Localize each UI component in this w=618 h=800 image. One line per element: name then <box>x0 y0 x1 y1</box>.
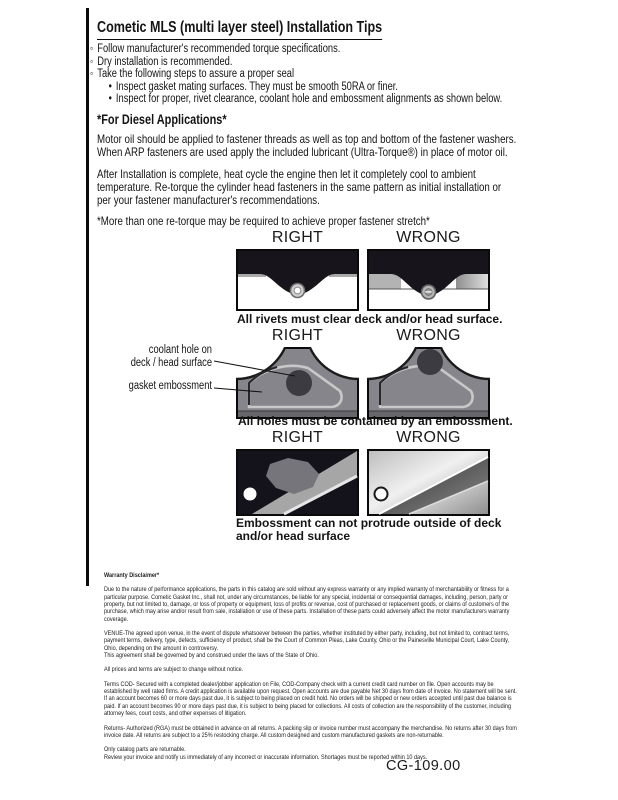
rivet-caption: All rivets must clear deck and/or head surface. <box>237 312 503 326</box>
wrong-label: WRONG <box>396 327 461 344</box>
legal-paragraph: Terms COD- Secured with a completed dealer/jobber application on File, COD-Company check with a current credit card number on file. Open accounts may be established by well rated firms. A credit application is available upon request. Open accounts are due payable Net 30 days from date of invoice. No statement will be sent. If an account becomes 60 or more days past due, it is subject to being placed on credit hold. No orders will be shipped or new orders accepted until past due balance is paid. If an account becomes 90 or more days past due, it is subject to being placed for collections. All costs of collection are the responsibility of the customer, including attorney fees, court costs, and other expenses of litigation. <box>104 680 517 718</box>
hole-wrong-panel <box>367 347 490 419</box>
diagram-set-embossment <box>236 429 490 516</box>
legal-paragraph: Returns- Authorized (RGA) must be obtained in advance on all returns. A packing slip or invoice number must accompany the merchandise. No returns after 30 days from invoice date. All returns are subject to a 25% restocking charge. All custom designed and custom manufactured gaskets are non-returnable. <box>104 724 517 739</box>
bullet-text: Inspect for proper, rivet clearance, coolant hole and embossment alignments as shown below. <box>115 93 503 106</box>
wrong-label: WRONG <box>396 429 461 446</box>
sub-list-item <box>109 81 609 94</box>
page-title-wrap <box>97 19 449 40</box>
wrong-label: WRONG <box>396 229 461 246</box>
open-bullet-icon: ◦ <box>90 68 94 81</box>
diesel-section <box>97 113 611 237</box>
bullet-text: Take the following steps to assure a proper seal <box>97 68 295 81</box>
rivet-center <box>294 287 301 294</box>
diagram-panels <box>236 249 490 311</box>
deck-surface-left <box>369 273 401 289</box>
bullet-text: Follow manufacturer's recommended torque specifications. <box>97 43 341 55</box>
right-label: RIGHT <box>271 229 324 246</box>
open-bullet-icon: ◦ <box>90 43 94 55</box>
list-item <box>90 68 608 81</box>
list-item <box>90 43 608 56</box>
diagram-set-rivets <box>236 229 490 311</box>
holes-caption: All holes must be contained by an embossment. <box>238 414 513 428</box>
embossment-caption-line2: and/or head surface <box>236 529 351 543</box>
right-label: RIGHT <box>271 327 324 344</box>
diagram-labels <box>236 229 490 247</box>
embossment-right-panel <box>236 449 359 516</box>
legal-paragraph: All prices and terms are subject to change without notice. <box>104 666 244 674</box>
warranty-disclaimer-heading: Warranty Disclaimer* <box>104 572 160 579</box>
embossment-wrong-panel <box>367 449 490 516</box>
bullet-list <box>90 43 608 106</box>
bolt-hole <box>244 488 257 501</box>
annotation-line2: deck / head surface <box>130 356 212 369</box>
legal-paragraph: Due to the nature of performance applications, the parts in this catalog are sold without any express warranty or any implied warranty of merchantability or fitness for a particular purpose. Cometic Gasket Inc., shall not, under any circumstances, be liable for any special, incidental or consequential damages, including, person, party or property, but not limited to, damage, or loss of property or equipment, loss of profits or revenue, cost of purchased or replacement goods, or claims of customers of the purchase, which may arise and/or result from sale, installation or use of these parts. Installation of these parts could adversely affect the motor manufacturers warranty coverage. <box>104 586 510 623</box>
embossment-caption-line1: Embossment can not protrude outside of deck <box>236 516 502 530</box>
diagram-labels <box>236 429 490 447</box>
bolt-hole <box>375 488 388 501</box>
legal-paragraph: Only catalog parts are returnable. <box>104 746 186 754</box>
left-margin-rule <box>86 8 89 586</box>
legal-paragraph: VENUE-The agreed upon venue, in the event of dispute whatsoever between the parties, whether instituted by either party, including, but not limited to, contract terms, payment terms, delivery, type, defects, sufficiency of product, shall be the Court of Common Pleas, Lake County, Ohio or the Painesville Municipal Court, Lake County, Ohio, depending on the amount in controversy. <box>104 630 510 652</box>
bullet-text: Inspect gasket mating surfaces. They must be smooth 50RA or finer. <box>115 80 398 93</box>
page-code: CG-109.00 <box>386 758 461 774</box>
rivet-highlight <box>425 291 431 293</box>
rivet-wrong-panel <box>367 249 490 311</box>
diagram-panels <box>236 449 490 516</box>
legal-section <box>104 572 618 768</box>
page-title: Cometic MLS (multi layer steel) Installation Tips <box>97 19 382 40</box>
annotation-line1: coolant hole on <box>148 344 212 356</box>
legal-paragraph: This agreement shall be governed by and construed under the laws of the State of Ohio. <box>104 652 319 660</box>
diesel-heading: *For Diesel Applications* <box>97 112 227 127</box>
bullet-text: Dry installation is recommended. <box>97 55 233 68</box>
list-item <box>90 56 608 69</box>
right-label: RIGHT <box>271 429 324 446</box>
legal-paragraph: Review your invoice and notify us immediately of any incorrect or inaccurate information. Shortages must be reported within 10 days. <box>104 753 428 761</box>
deck-surface-right <box>456 273 488 289</box>
diesel-paragraph-1: Motor oil should be applied to fastener threads as well as top and bottom of the fastener washers. When ARP fasteners are used apply the included lubricant (Ultra-Torque®) in place of motor oil. <box>97 132 517 160</box>
coolant-hole <box>417 349 443 375</box>
open-bullet-icon: ◦ <box>90 55 94 68</box>
sub-list-item <box>109 93 609 106</box>
annotation-text: gasket embossment <box>128 380 212 392</box>
rivet-right-panel <box>236 249 359 311</box>
annotation-leader-lines <box>90 340 310 410</box>
filled-bullet-icon: • <box>108 80 112 93</box>
filled-bullet-icon: • <box>108 93 112 106</box>
diesel-paragraph-2: After Installation is complete, heat cycle the engine then let it completely cool to ambient temperature. Re-torque the cylinder head fasteners in the same pattern as initial installation or per your fastener manufacturer's recommendations. <box>97 166 502 208</box>
diesel-note: *More than one re-torque may be required to achieve proper fastener stretch* <box>97 214 430 229</box>
